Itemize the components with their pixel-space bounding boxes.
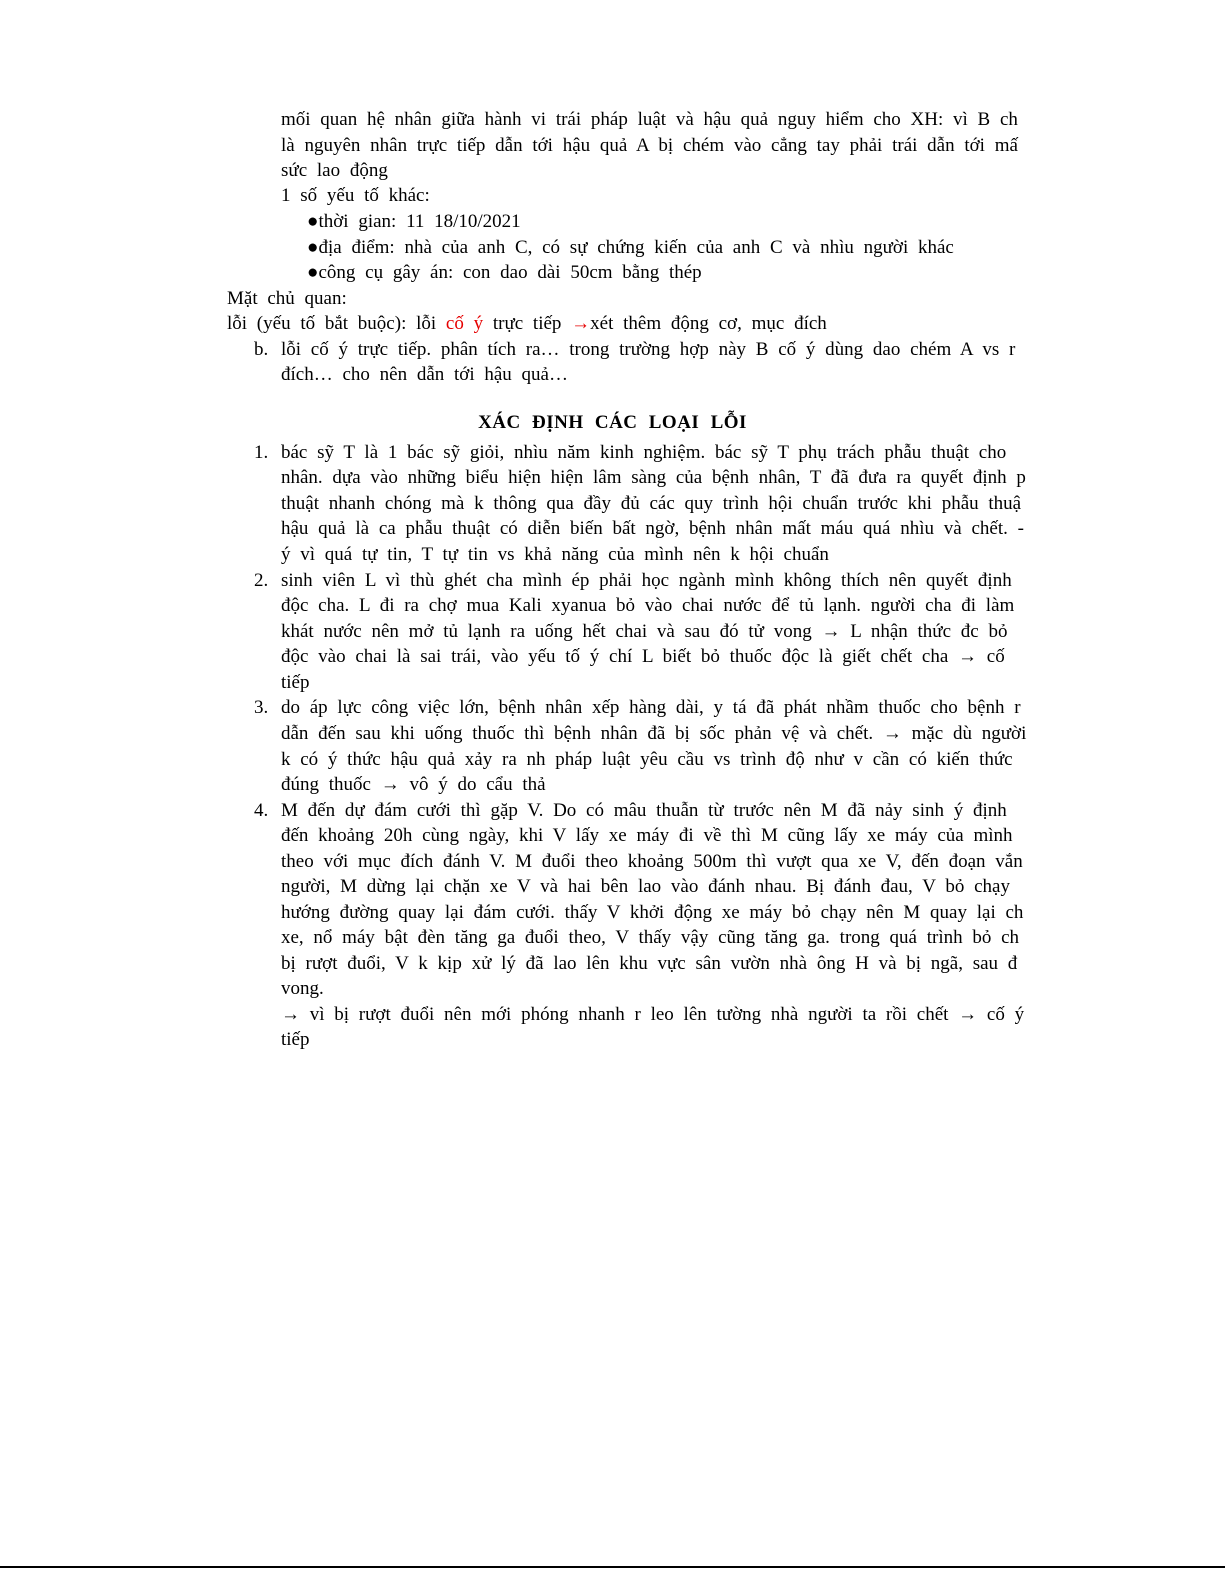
- bullet-time: ●thời gian: 11 18/10/2021: [307, 211, 521, 232]
- text-line: bác sỹ T là 1 bác sỹ giỏi, nhìu năm kinh nghiệm. bác sỹ T phụ trách phẫu thuật cho: [281, 442, 1007, 463]
- list-marker: b.: [254, 339, 269, 360]
- text-line: là nguyên nhân trực tiếp dẫn tới hậu quả A bị chém vào cẳng tay phải trái dẫn tới mấ: [281, 135, 1018, 156]
- text-line: sinh viên L vì thù ghét cha mình ép phải học ngành mình không thích nên quyết định: [281, 570, 1012, 591]
- fault-highlight: cố ý: [445, 313, 484, 334]
- fault-text: xét thêm động cơ, mục đích: [590, 313, 827, 334]
- section-title: XÁC ĐỊNH CÁC LOẠI LỖI: [478, 412, 747, 433]
- text-line: hướng đường quay lại đám cưới. thấy V khởi động xe máy bỏ chạy nên M quay lại ch: [281, 902, 1024, 923]
- bullet-weapon: ●công cụ gây án: con dao dài 50cm bằng thép: [307, 262, 702, 283]
- text-line: theo với mục đích đánh V. M đuổi theo khoảng 500m thì vượt qua xe V, đến đoạn vắn: [281, 851, 1023, 872]
- arrow-highlight: →: [571, 313, 591, 334]
- list-marker: 1.: [254, 442, 269, 463]
- text-line: bị rượt đuổi, V k kịp xử lý đã lao lên khu vực sân vườn nhà ông H và bị ngã, sau đ: [281, 953, 1018, 974]
- text-line: tiếp: [281, 672, 310, 693]
- fault-line: [227, 311, 827, 337]
- bullet-location: ●địa điểm: nhà của anh C, có sự chứng kiến của anh C và nhìu người khác: [307, 237, 954, 258]
- text-line: mối quan hệ nhân giữa hành vi trái pháp luật và hậu quả nguy hiểm cho XH: vì B ch: [281, 109, 1018, 130]
- text-line: nhân. dựa vào những biểu hiện hiện lâm sàng của bệnh nhân, T đã đưa ra quyết định p: [281, 467, 1026, 488]
- text-line: do áp lực công việc lớn, bệnh nhân xếp hàng dài, y tá đã phát nhầm thuốc cho bệnh r: [281, 697, 1021, 718]
- text-line: lỗi cố ý trực tiếp. phân tích ra… trong trường hợp này B cố ý dùng dao chém A vs r: [281, 339, 1016, 360]
- text-line: k có ý thức hậu quả xảy ra nh pháp luật yêu cầu vs trình độ như v cần có kiến thức: [281, 749, 1013, 770]
- page-bottom-border: [0, 1566, 1225, 1568]
- fault-text: trực tiếp: [483, 313, 572, 334]
- list-marker: 3.: [254, 697, 269, 718]
- text-line: độc vào chai là sai trái, vào yếu tố ý chí L biết bỏ thuốc độc là giết chết cha → cố: [281, 646, 1005, 667]
- text-line: đúng thuốc → vô ý do cẩu thả: [281, 774, 546, 795]
- text-line: hậu quả là ca phẫu thuật có diễn biến bất ngờ, bệnh nhân mất máu quá nhìu và chết. -: [281, 518, 1024, 539]
- text-line: M đến dự đám cưới thì gặp V. Do có mâu thuẫn từ trước nên M đã nảy sinh ý định: [281, 800, 1007, 821]
- text-line: sức lao động: [281, 160, 388, 181]
- text-line: đến khoảng 20h cùng ngày, khi V lấy xe máy đi về thì M cũng lấy xe máy của mình: [281, 825, 1013, 846]
- text-line: đích… cho nên dẫn tới hậu quả…: [281, 364, 568, 385]
- text-line: ý vì quá tự tin, T tự tin vs khả năng của mình nên k hội chuẩn: [281, 544, 829, 565]
- text-line: độc cha. L đi ra chợ mua Kali xyanua bỏ vào chai nước để tủ lạnh. người cha đi làm: [281, 595, 1015, 616]
- text-line: người, M dừng lại chặn xe V và hai bên lao vào đánh nhau. Bị đánh đau, V bỏ chạy: [281, 876, 1010, 897]
- text-line: khát nước nên mở tủ lạnh ra uống hết chai và sau đó tử vong → L nhận thức đc bỏ: [281, 621, 1008, 642]
- subjective-heading: Mặt chủ quan:: [227, 288, 347, 309]
- text-line: xe, nổ máy bật đèn tăng ga đuổi theo, V thấy vậy cũng tăng ga. trong quá trình bỏ ch: [281, 927, 1020, 948]
- text-line: 1 số yếu tố khác:: [281, 185, 430, 206]
- list-marker: 4.: [254, 800, 269, 821]
- text-line: vong.: [281, 978, 324, 999]
- page-content: [0, 105, 1052, 1065]
- list-marker: 2.: [254, 570, 269, 591]
- fault-text: lỗi (yếu tố bắt buộc): lỗi: [227, 313, 446, 334]
- text-line: dẫn đến sau khi uống thuốc thì bệnh nhân đã bị sốc phản vệ và chết. → mặc dù người: [281, 723, 1027, 744]
- text-line: tiếp: [281, 1029, 310, 1050]
- text-line: thuật nhanh chóng mà k thông qua đầy đủ các quy trình hội chuẩn trước khi phẫu thuậ: [281, 493, 1022, 514]
- text-line: → vì bị rượt đuổi nên mới phóng nhanh r leo lên tường nhà người ta rồi chết → cố ý: [281, 1004, 1025, 1025]
